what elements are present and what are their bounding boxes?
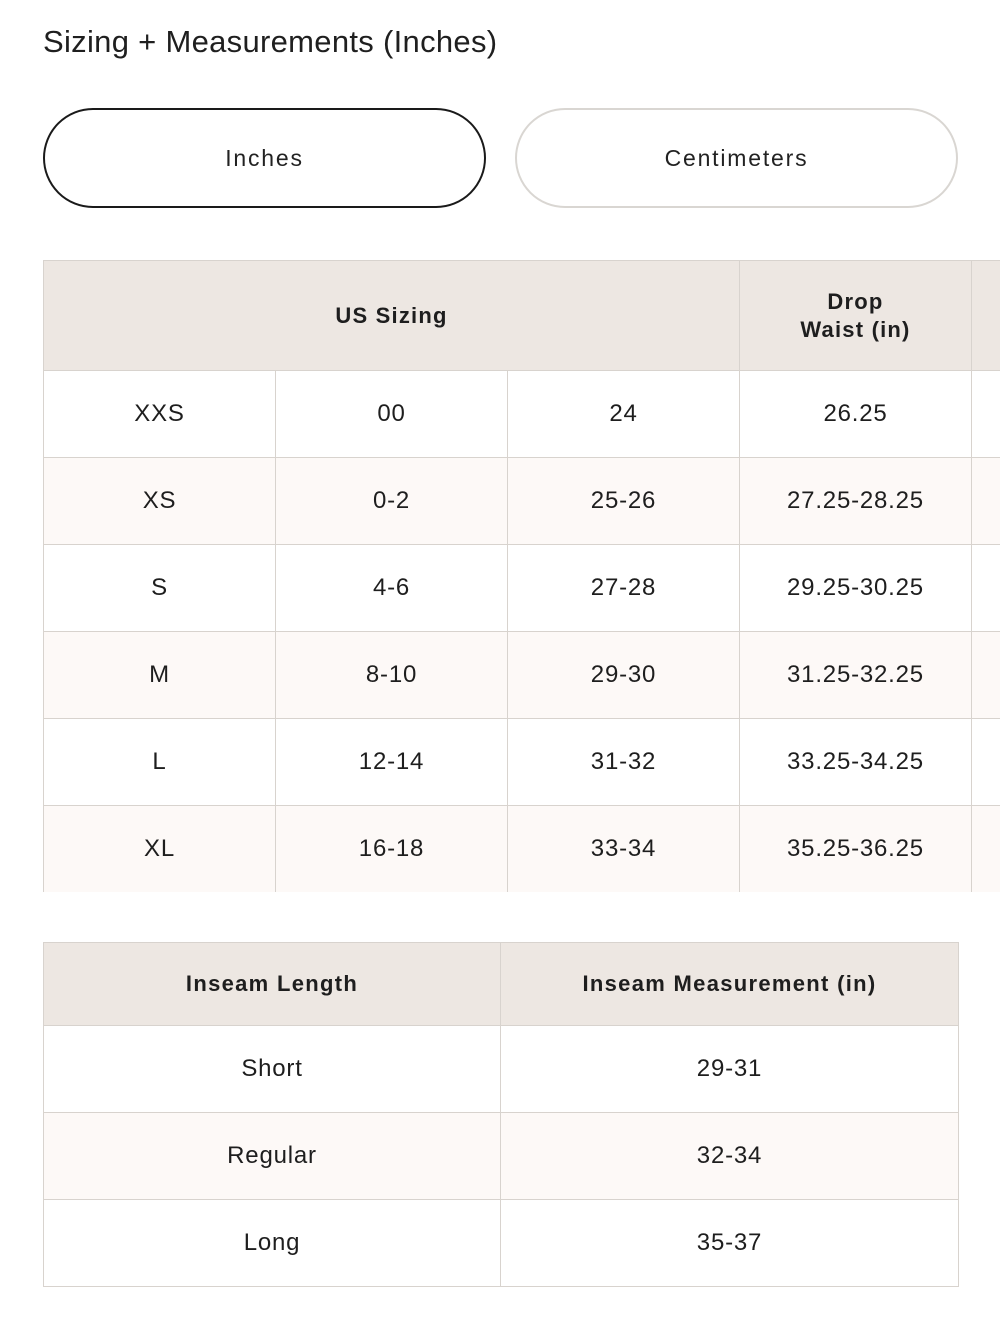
header-cut-off-column [972, 261, 1000, 371]
size-table-row [44, 458, 1000, 545]
size-table-row [44, 806, 1000, 893]
inseam-table-row [44, 1113, 959, 1200]
drop-waist-cell: 27.25-28.25 [740, 458, 972, 545]
inseam-table-row [44, 1200, 959, 1287]
us-size-cell: 00 [276, 371, 508, 458]
us-size-cell: 0-2 [276, 458, 508, 545]
header-inseam-length: Inseam Length [44, 943, 501, 1026]
size-label-cell: XS [44, 458, 276, 545]
size-table-row [44, 545, 1000, 632]
inseam-table [43, 942, 959, 1287]
cut-off-cell [972, 719, 1000, 806]
drop-waist-cell: 35.25-36.25 [740, 806, 972, 893]
size-table-row [44, 371, 1000, 458]
inseam-table-row [44, 1026, 959, 1113]
inseam-header-row [44, 943, 959, 1026]
size-label-cell: M [44, 632, 276, 719]
drop-waist-cell: 31.25-32.25 [740, 632, 972, 719]
waist-cell: 33-34 [508, 806, 740, 893]
us-size-cell: 12-14 [276, 719, 508, 806]
cut-off-cell [972, 458, 1000, 545]
size-table-container[interactable] [43, 260, 1000, 892]
size-table-header-row [44, 261, 1000, 371]
inseam-measurement-cell: 29-31 [501, 1026, 959, 1113]
cut-off-cell [972, 371, 1000, 458]
header-inseam-measurement: Inseam Measurement (in) [501, 943, 959, 1026]
inseam-measurement-cell: 35-37 [501, 1200, 959, 1287]
cut-off-cell [972, 632, 1000, 719]
header-drop-waist-line2: Waist (in) [800, 316, 911, 342]
waist-cell: 29-30 [508, 632, 740, 719]
waist-cell: 25-26 [508, 458, 740, 545]
header-drop-waist-line1: Drop [827, 288, 884, 314]
inches-toggle-button[interactable]: Inches [43, 108, 486, 208]
inseam-measurement-cell: 32-34 [501, 1113, 959, 1200]
size-label-cell: XXS [44, 371, 276, 458]
size-chart-table [43, 260, 1000, 892]
cut-off-cell [972, 806, 1000, 893]
inseam-length-cell: Short [44, 1026, 501, 1113]
cut-off-cell [972, 545, 1000, 632]
drop-waist-cell: 26.25 [740, 371, 972, 458]
waist-cell: 27-28 [508, 545, 740, 632]
waist-cell: 31-32 [508, 719, 740, 806]
header-drop-waist [740, 261, 972, 371]
header-us-sizing: US Sizing [44, 261, 740, 371]
centimeters-toggle-button[interactable]: Centimeters [515, 108, 958, 208]
us-size-cell: 4-6 [276, 545, 508, 632]
size-label-cell: XL [44, 806, 276, 893]
page-title: Sizing + Measurements (Inches) [43, 24, 498, 59]
inseam-length-cell: Regular [44, 1113, 501, 1200]
inseam-length-cell: Long [44, 1200, 501, 1287]
size-table-row [44, 719, 1000, 806]
drop-waist-cell: 29.25-30.25 [740, 545, 972, 632]
size-table-row [44, 632, 1000, 719]
waist-cell: 24 [508, 371, 740, 458]
us-size-cell: 8-10 [276, 632, 508, 719]
us-size-cell: 16-18 [276, 806, 508, 893]
size-label-cell: L [44, 719, 276, 806]
drop-waist-cell: 33.25-34.25 [740, 719, 972, 806]
size-label-cell: S [44, 545, 276, 632]
